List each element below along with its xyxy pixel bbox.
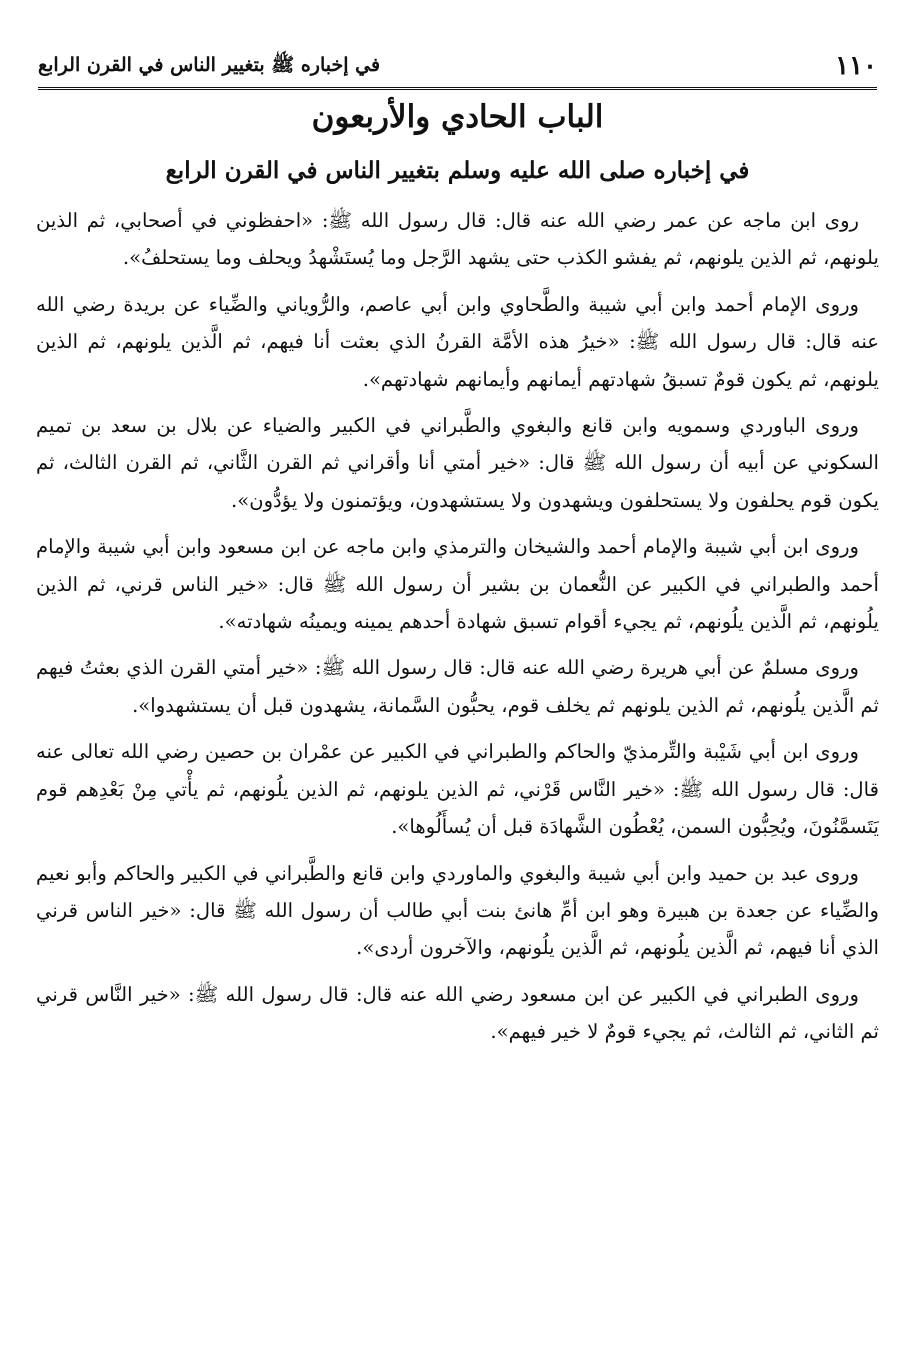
body-text	[36, 202, 879, 1060]
running-title: في إخباره ﷺ بتغيير الناس في القرن الرابع	[38, 54, 381, 76]
paragraph: وروى الباوردي وسمويه وابن قانع والبغوي والطَّبراني في الكبير والضياء عن بلال بن سعد بن تميم السكوني عن أبيه أن رسول الله ﷺ قال: «خير أمتي أنا وأقراني ثم القرن الثَّاني، ثم القرن الثالث، ثم يكون قوم يحلفون ولا يستحلفون ويشهدون ولا يستشهدون، ويؤتمنون ولا يؤدُّون».	[36, 414, 879, 512]
paragraph: وروى ابن أبي شيبة والإمام أحمد والشيخان والترمذي وابن ماجه عن ابن مسعود وابن أبي شيبة والإمام أحمد والطبراني في الكبير عن النُّعمان بن بشير أن رسول الله ﷺ قال: «خير الناس قرني، ثم الذين يلُونهم، ثم الَّذين يلُونهم، ثم يجيء أقوام تسبق شهادة أحدهم يمينه ويمينُه شهادته».	[36, 535, 879, 634]
running-header	[38, 38, 877, 90]
chapter-title: الباب الحادي والأربعون	[311, 99, 604, 135]
paragraph: وروى عبد بن حميد وابن أبي شيبة والبغوي والماوردي وابن قانع والطَّبراني في الكبير والحاكم وأبو نعيم والضِّياء عن جعدة بن هبيرة وهو ابن أمِّ هانئ بنت أبي طالب أن رسول الله ﷺ قال: «خير الناس قرني الذي أنا فيهم، ثم الَّذين يلُونهم، ثم الَّذين يلُونهم، والآخرون أردى».	[36, 861, 879, 960]
paragraph: وروى الإمام أحمد وابن أبي شيبة والطَّحاوي وابن أبي عاصم، والرُّوياني والضِّياء عن بريدة رضي الله عنه قال: قال رسول الله ﷺ: «خيرُ هذه الأمَّة القرنُ الذي بعثت أنا فيهم، ثم الَّذين يلونهم، ثم الذين يلونهم، ثم يكون قومٌ تسبقُ شهادتهم أيمانهم وأيمانهم شهادتهم».	[36, 292, 879, 391]
paragraph: وروى الطبراني في الكبير عن ابن مسعود رضي الله عنه قال: قال رسول الله ﷺ: «خير النَّاس قرني ثم الثاني، ثم الثالث، ثم يجيء قومٌ لا خير فيهم».	[36, 982, 879, 1044]
page-number: ١١٠	[835, 51, 877, 81]
chapter-subtitle: في إخباره صلى الله عليه وسلم بتغيير الناس في القرن الرابع	[165, 157, 750, 184]
paragraph: وروى ابن أبي شَيْبة والتِّرمذيّ والحاكم والطبراني في الكبير عن عمْران بن حصين رضي الله تعالى عنه قال: قال رسول الله ﷺ: «خير النَّاس قَرْني، ثم الذين يلونهم، ثم الذين يلُونهم، ثم يأْتي مِنْ بَعْدِهم قوم يَتَسمَّنُونَ، ويُحِبُّون السمن، يُعْطُون الشَّهادَة قبل أن يُسأَلُوها».	[36, 740, 879, 839]
paragraph: روى ابن ماجه عن عمر رضي الله عنه قال: قال رسول الله ﷺ: «احفظوني في أصحابي، ثم الذين يلونهم، ثم الذين يلونهم، ثم يفشو الكذب حتى يشهد الرَّجل وما يُستَشْهدُ ويحلف وما يستحلفُ».	[36, 209, 879, 270]
paragraph: وروى مسلمٌ عن أبي هريرة رضي الله عنه قال: قال رسول الله ﷺ: «خير أمتي القرن الذي بعثتُ فيهم ثم الَّذين يلُونهم، ثم الذين يلونهم ثم يخلف قوم، يحبُّون السَّمانة، يشهدون قبل أن يستشهدوا».	[36, 656, 879, 717]
